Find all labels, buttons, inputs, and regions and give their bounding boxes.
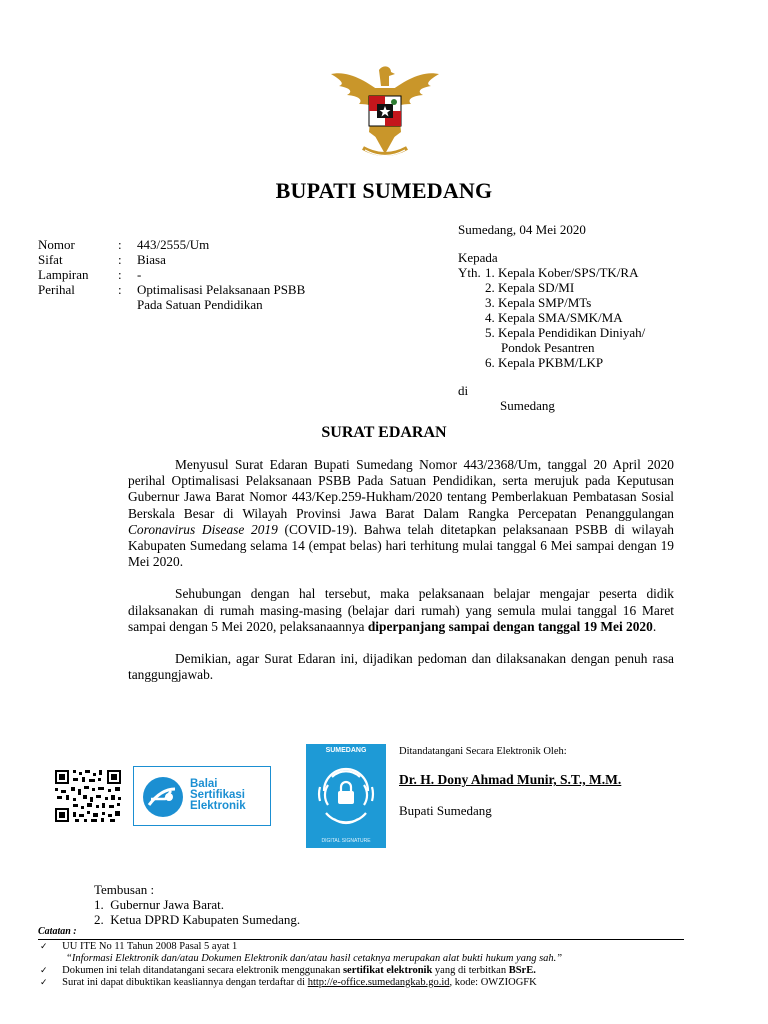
meta-colon: : [118, 267, 122, 282]
meta-row-lampiran [38, 267, 438, 282]
meta-value: 443/2555/Um [137, 237, 210, 252]
letter-body [128, 457, 674, 683]
meta-label: Nomor [38, 237, 75, 252]
garuda-pancasila-icon [319, 62, 451, 162]
recipients-yth: Yth. [458, 265, 481, 280]
recipient-item: 3. Kepala SMP/MTs [485, 295, 592, 310]
recipient-item: Pondok Pesantren [501, 340, 595, 355]
bsre-text [190, 779, 246, 812]
meta-label: Sifat [38, 252, 63, 267]
card-top-label: SUMEDANG [325, 747, 367, 754]
recipient-item: 2. Kepala SD/MI [485, 280, 575, 295]
letter-date: Sumedang, 04 Mei 2020 [458, 222, 586, 237]
meta-colon: : [118, 282, 122, 297]
tembusan-label: Tembusan : [94, 882, 155, 897]
meta-value: Biasa [137, 252, 166, 267]
recipients-block [458, 250, 758, 370]
check-icon: ✓ [40, 942, 48, 952]
meta-row-nomor [38, 237, 438, 252]
signer-name: Dr. H. Dony Ahmad Munir, S.T., M.M. [399, 772, 622, 787]
bsre-line-3: Elektronik [190, 800, 246, 812]
e-office-link[interactable]: http://e-office.sumedangkab.go.id [307, 977, 450, 988]
body-paragraph-3: Demikian, agar Surat Edaran ini, dijadikan pedoman dan dilaksanakan dengan penuh rasa tanggungjawab. [128, 651, 674, 683]
meta-row-sifat [38, 252, 438, 267]
meta-label: Lampiran [38, 267, 89, 282]
recipients-di: di [458, 383, 469, 398]
bsre-line-1: Balai [190, 778, 218, 790]
check-icon: ✓ [40, 978, 48, 988]
recipient-item: 5. Kepala Pendidikan Diniyah/ [485, 325, 646, 340]
catatan-label: Catatan : [38, 926, 77, 937]
bsre-line-2: Sertifikasi [190, 789, 245, 801]
recipient-item: 1. Kepala Kober/SPS/TK/RA [485, 265, 639, 280]
signed-by-label: Ditandatangani Secara Elektronik Oleh: [399, 746, 567, 757]
qr-code [53, 768, 123, 824]
check-icon: ✓ [40, 966, 48, 976]
letter-subject: SURAT EDARAN [321, 424, 447, 441]
meta-value: Optimalisasi Pelaksanaan PSBB [137, 282, 306, 297]
letter-meta [38, 237, 438, 312]
meta-colon: : [118, 252, 122, 267]
signer-position: Bupati Sumedang [399, 803, 492, 818]
recipient-item: 4. Kepala SMA/SMK/MA [485, 310, 623, 325]
digital-signature-card [306, 744, 386, 848]
recipient-item: 6. Kepala PKBM/LKP [485, 355, 604, 370]
meta-value: - [137, 267, 142, 282]
meta-colon: : [118, 237, 122, 252]
meta-row-perihal [38, 282, 438, 297]
body-paragraph-1: Menyusul Surat Edaran Bupati Sumedang Nomor 443/2368/Um, tanggal 20 April 2020 perihal Optimalisasi Pelaksanaan PSBB Pada Satuan Pendidikan, serta merujuk pada Keputusan Gubernur Jawa Barat Nomor 443/Kep.259-Hukham/2020 tentang Pemberlakuan Pembatasan Sosial Berskala Besar di Wilayah Provinsi Jawa Barat Dalam Rangka Percepatan Penanggulangan Coronavirus Disease 2019 (COVID-19). Bahwa telah ditetapkan pelaksanaan PSBB di wilayah Kabupaten Sumedang selama 14 (empat belas) hari terhitung mulai tanggal 6 Mei sampai dengan 19 Mei 2020. [128, 457, 674, 570]
recipients-kepada: Kepada [458, 250, 498, 265]
bsre-logo [133, 766, 271, 826]
footer-divider [38, 939, 684, 940]
body-paragraph-2: Sehubungan dengan hal tersebut, maka pelaksanaan belajar mengajar peserta didik dilaksanakan di rumah masing-masing (belajar dari rumah) yang semula mulai tanggal 16 Maret sampai dengan 5 Mei 2020, pelaksanaannya diperpanjang sampai dengan tanggal 19 Mei 2020. [128, 586, 674, 634]
meta-label: Perihal [38, 282, 75, 297]
garuda-emblem [319, 62, 451, 162]
catatan-note-3: ✓ Surat ini dapat dibuktikan keasliannya dengan terdaftar di http://e-office.sumedangkab.go.id, kode: OWZIOGFK [40, 977, 537, 988]
tembusan-item: 2. Ketua DPRD Kabupaten Sumedang. [94, 912, 301, 927]
catatan-note-2: ✓ Dokumen ini telah ditandatangani secara elektronik menggunakan sertifikat elektronik yang di terbitkan BSrE. [40, 965, 536, 976]
qr-code-icon [53, 768, 123, 824]
fingerprint-lock-icon [314, 761, 378, 829]
catatan-note-1-quote: “Informasi Elektronik dan/atau Dokumen Elektronik dan/atau hasil cetaknya merupakan alat bukti hukum yang sah.” [66, 953, 563, 964]
tembusan-item: 1. Gubernur Jawa Barat. [94, 897, 224, 912]
catatan-note-1: ✓ UU ITE No 11 Tahun 2008 Pasal 5 ayat 1 [40, 941, 238, 952]
page-title: BUPATI SUMEDANG [275, 178, 493, 203]
recipients-place: Sumedang [500, 398, 555, 413]
meta-row-perihal-cont [38, 297, 438, 312]
meta-value: Pada Satuan Pendidikan [137, 297, 263, 312]
card-bottom-label: DIGITAL SIGNATURE [321, 838, 371, 844]
bsre-circle-icon [141, 775, 185, 819]
